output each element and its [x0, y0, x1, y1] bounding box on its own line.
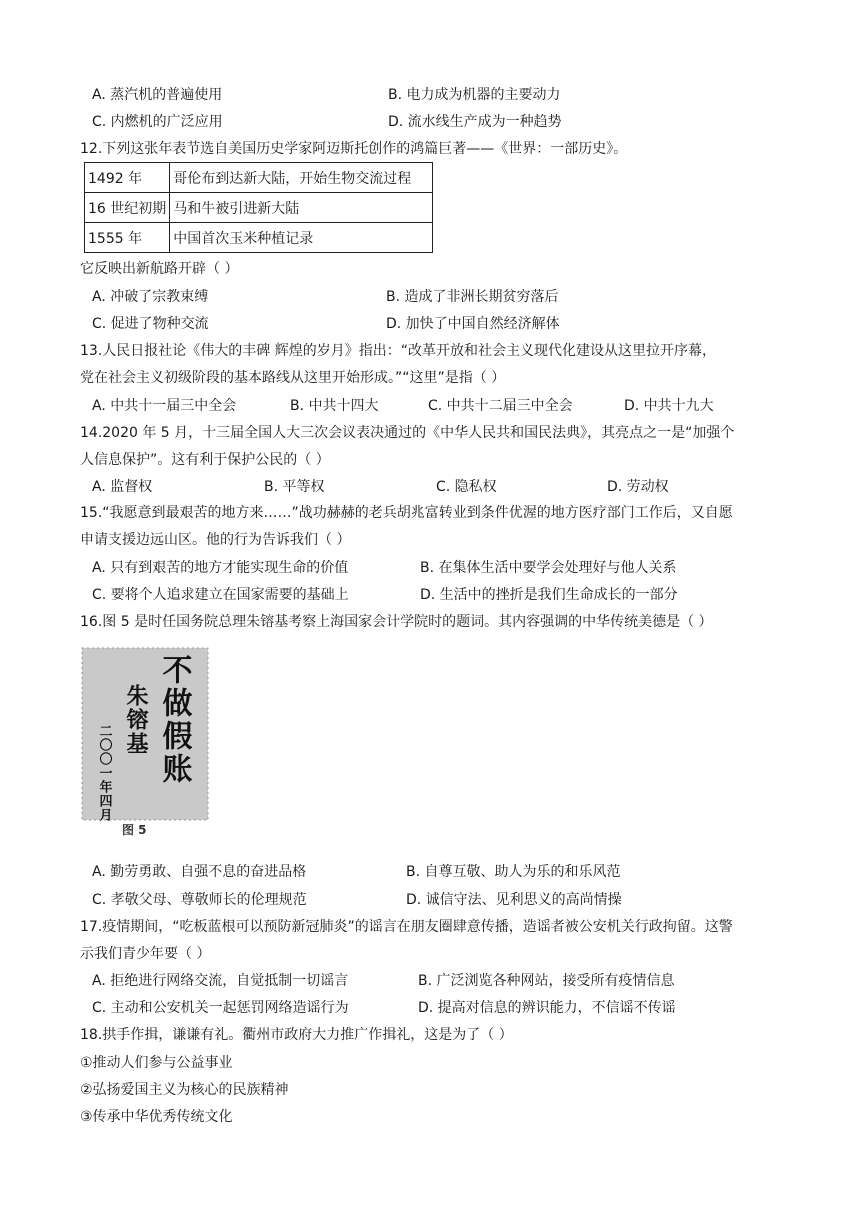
q16-option-a: A. 勤劳勇敢、自强不息的奋进品格	[92, 864, 307, 880]
q15-option-d: D. 生活中的挫折是我们生命成长的一部分	[420, 587, 678, 603]
table-cell-event: 哥伦布到达新大陆，开始生物交流过程	[170, 163, 433, 193]
q12-after-text: 它反映出新航路开辟（ ）	[80, 261, 239, 277]
table-row	[85, 223, 433, 253]
table-row	[85, 163, 433, 193]
q14-option-d: D. 劳动权	[607, 479, 669, 495]
q17-option-d: D. 提高对信息的辨识能力，不信谣不传谣	[418, 1000, 676, 1016]
figure-caption: 图 5	[122, 823, 147, 836]
q18-item-3: ③传承中华优秀传统文化	[80, 1109, 233, 1125]
q13-option-d: D. 中共十九大	[624, 398, 714, 414]
table-cell-year: 1492 年	[85, 163, 170, 193]
q12-option-d: D. 加快了中国自然经济解体	[386, 316, 560, 332]
table-cell-event: 马和牛被引进新大陆	[170, 193, 433, 223]
table-cell-event: 中国首次玉米种植记录	[170, 223, 433, 253]
q16-option-c: C. 孝敬父母、尊敬师长的伦理规范	[92, 892, 307, 908]
q11-option-d: D. 流水线生产成为一种趋势	[388, 114, 562, 130]
calligraphy-figure	[80, 644, 210, 836]
q15-stem-line2: 申请支援边远山区。他的行为告诉我们（ ）	[80, 532, 351, 548]
calligraphy-date: 二〇〇一年四月	[96, 724, 112, 822]
q18-stem: 18.拱手作揖，谦谦有礼。衢州市政府大力推广作揖礼，这是为了（ ）	[80, 1027, 513, 1043]
q15-option-b: B. 在集体生活中要学会处理好与他人关系	[420, 560, 677, 576]
q14-option-a: A. 监督权	[92, 479, 153, 495]
calligraphy-main-text: 不做假账	[156, 654, 192, 786]
q16-stem: 16.图 5 是时任国务院总理朱镕基考察上海国家会计学院时的题词。其内容强调的中华传统美德是（ ）	[80, 614, 713, 630]
q14-stem-line2: 人信息保护”。这有利于保护公民的（ ）	[80, 452, 330, 468]
q14-stem-line1: 14.2020 年 5 月，十三届全国人大三次会议表决通过的《中华人民共和国民法典》，其亮点之一是“加强个	[80, 425, 735, 441]
q12-option-a: A. 冲破了宗教束缚	[92, 289, 209, 305]
q15-option-a: A. 只有到艰苦的地方才能实现生命的价值	[92, 560, 349, 576]
q12-option-c: C. 促进了物种交流	[92, 316, 209, 332]
q17-option-b: B. 广泛浏览各种网站，接受所有疫情信息	[418, 973, 675, 989]
q13-option-c: C. 中共十二届三中全会	[428, 398, 573, 414]
q15-option-c: C. 要将个人追求建立在国家需要的基础上	[92, 587, 349, 603]
q12-timeline-table	[84, 162, 433, 253]
q13-option-a: A. 中共十一届三中全会	[92, 398, 237, 414]
q14-option-c: C. 隐私权	[436, 479, 497, 495]
q12-option-b: B. 造成了非洲长期贫穷落后	[386, 289, 559, 305]
q17-option-a: A. 拒绝进行网络交流，自觉抵制一切谣言	[92, 973, 349, 989]
q11-option-a: A. 蒸汽机的普遍使用	[92, 87, 223, 103]
calligraphy-signature: 朱镕基	[123, 684, 149, 756]
table-cell-year: 16 世纪初期	[85, 193, 170, 223]
table-row	[85, 193, 433, 223]
q17-option-c: C. 主动和公安机关一起惩罚网络造谣行为	[92, 1000, 349, 1016]
q16-option-b: B. 自尊互敬、助人为乐的和乐风范	[406, 864, 621, 880]
q11-option-c: C. 内燃机的广泛应用	[92, 114, 223, 130]
q18-item-2: ②弘扬爱国主义为核心的民族精神	[80, 1082, 289, 1098]
table-cell-year: 1555 年	[85, 223, 170, 253]
q18-item-1: ①推动人们参与公益事业	[80, 1055, 233, 1071]
q14-option-b: B. 平等权	[264, 479, 325, 495]
q17-stem-line1: 17.疫情期间，“吃板蓝根可以预防新冠肺炎”的谣言在朋友圈肆意传播，造谣者被公安机关行政拘留。这警	[80, 919, 733, 935]
q17-stem-line2: 示我们青少年要（ ）	[80, 946, 211, 962]
q13-option-b: B. 中共十四大	[290, 398, 379, 414]
q13-stem-line1: 13.人民日报社论《伟大的丰碑 辉煌的岁月》指出：“改革开放和社会主义现代化建设从这里拉开序幕，	[80, 343, 716, 359]
q12-stem: 12.下列这张年表节选自美国历史学家阿迈斯托创作的鸿篇巨著——《世界：一部历史》。	[80, 141, 628, 157]
q16-option-d: D. 诚信守法、见利思义的高尚情操	[406, 892, 622, 908]
q15-stem-line1: 15.“我愿意到最艰苦的地方来……”战功赫赫的老兵胡兆富转业到条件优渥的地方医疗部门工作后，又自愿	[80, 505, 733, 521]
q13-stem-line2: 党在社会主义初级阶段的基本路线从这里开始形成。”“这里”是指（ ）	[80, 370, 506, 386]
q11-option-b: B. 电力成为机器的主要动力	[388, 87, 561, 103]
